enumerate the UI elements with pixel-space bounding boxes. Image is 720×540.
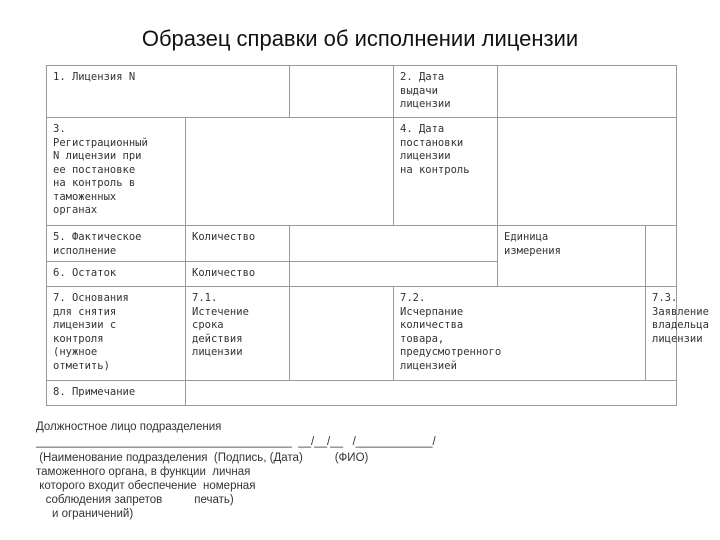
row-note	[47, 381, 677, 406]
signature-caption-5: и ограничений)	[36, 508, 134, 520]
license-form-table	[46, 65, 709, 406]
cell-grounds: 7. Основания для снятия лицензии с контроля (нужное отметить)	[47, 287, 186, 381]
cell-exhaustion: 7.2. Исчерпание количества товара, предусмотренного лицензией	[394, 287, 646, 381]
cell-expiry-mark	[290, 287, 394, 381]
cell-note-value	[186, 381, 677, 406]
cell-actual-execution: 5. Фактическое исполнение	[47, 226, 186, 262]
cell-control-date: 4. Дата постановки лицензии на контроль	[394, 118, 498, 226]
cell-control-date-value	[498, 118, 677, 226]
cell-balance-quantity-value	[290, 262, 498, 287]
official-label: Должностное лицо подразделения	[36, 421, 222, 433]
signature-caption: (Наименование подразделения (Подпись, (Дата) (ФИО)	[36, 452, 369, 464]
signature-caption-4: соблюдения запретов печать)	[36, 494, 234, 506]
cell-issue-date: 2. Дата выдачи лицензии	[394, 66, 498, 118]
cell-registration-number: 3. Регистрационный N лицензии при ее постановке на контроль в таможенных органах	[47, 118, 186, 226]
cell-expiry: 7.1. Истечение срока действия лицензии	[186, 287, 290, 381]
signature-caption-3: которого входит обеспечение номерная	[36, 480, 256, 492]
cell-balance-quantity-label: Количество	[186, 262, 290, 287]
cell-unit-value	[646, 226, 677, 287]
cell-license-number: 1. Лицензия N	[47, 66, 290, 118]
cell-balance: 6. Остаток	[47, 262, 186, 287]
cell-unit-label: Единица измерения	[498, 226, 646, 287]
cell-note: 8. Примечание	[47, 381, 186, 406]
cell-quantity-value	[290, 226, 498, 262]
cell-owner-statement: 7.3. Заявление владельца лицензии	[646, 287, 677, 381]
page-title: Образец справки об исполнении лицензии	[141, 26, 579, 51]
cell-quantity-label: Количество	[186, 226, 290, 262]
cell-license-number-value	[290, 66, 394, 118]
row-license	[47, 66, 677, 118]
cell-registration-number-value	[186, 118, 394, 226]
cell-issue-date-value	[498, 66, 677, 118]
row-registration	[47, 118, 677, 226]
signature-line: ________________________________________ __/__/__ /____________/	[36, 436, 436, 448]
row-actual-execution	[47, 226, 677, 262]
signature-caption-2: таможенного органа, в функции личная	[36, 466, 251, 478]
row-grounds	[47, 287, 677, 381]
